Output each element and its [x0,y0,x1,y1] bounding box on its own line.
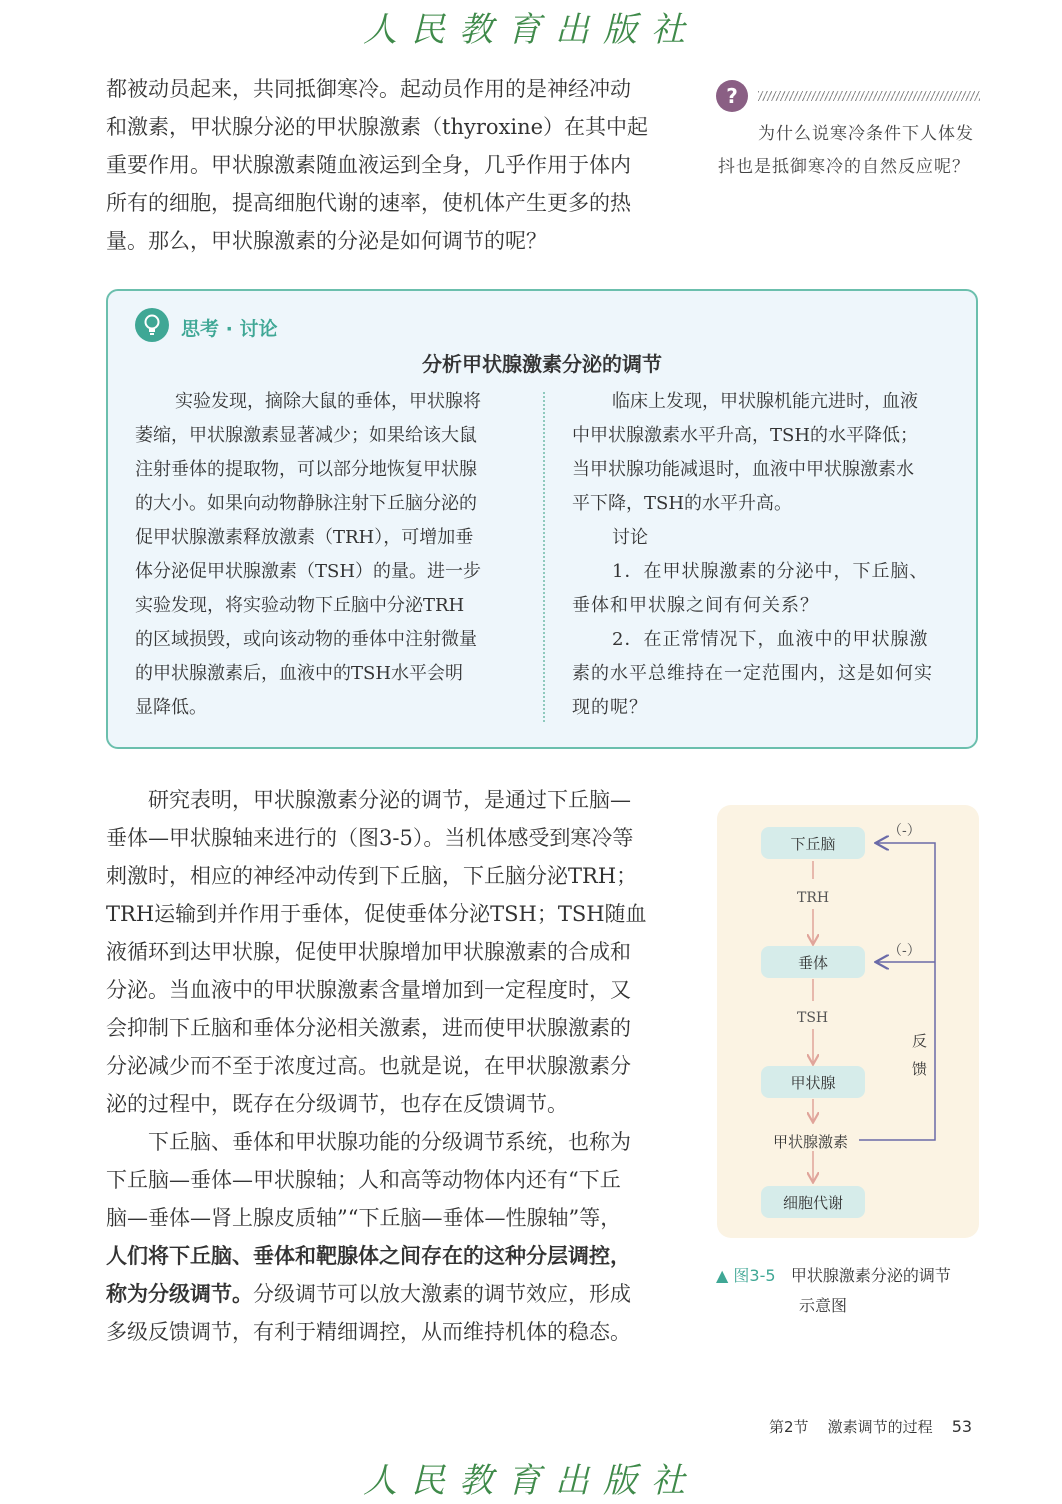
caption-text-cont: 示意图 [799,1296,848,1315]
intro-line: 量。那么，甲状腺激素的分泌是如何调节的呢？ [106,229,547,253]
think-label: 思考 · 讨论 [181,318,278,340]
body-line: 泌的过程中，既存在分级调节，也存在反馈调节。 [106,1092,568,1116]
body-bold-term: 称为分级调节。 [106,1281,253,1306]
think-left-column [135,385,517,725]
question-icon: ? [716,80,748,112]
body-line: 多级反馈调节，有利于精细调控，从而维持机体的稳态。 [106,1320,631,1344]
label-negative-1: （-） [888,823,921,839]
body-line: 刺激时，相应的神经冲动传到下丘脑，下丘脑分泌TRH； [106,864,638,888]
sidebar-line: 抖也是抵御寒冷的自然反应呢？ [718,157,970,177]
left-line: 注射垂体的提取物，可以部分地恢复甲状腺 [135,459,477,480]
left-line: 的甲状腺激素后，血液中的TSH水平会明 [135,663,464,684]
intro-line: 所有的细胞，提高细胞代谢的速率，使机体产生更多的热 [106,191,631,215]
body-line: 会抑制下丘脑和垂体分泌相关激素，进而使甲状腺激素的 [106,1016,631,1040]
node-hypothalamus: 下丘脑 [761,827,865,859]
question-1: 1．在甲状腺激素的分泌中，下丘脑、 [612,561,929,582]
discussion-heading: 讨论 [612,527,648,548]
question-2-end: 现的呢？ [572,697,648,718]
node-thyroid: 甲状腺 [761,1066,865,1098]
right-line: 临床上发现，甲状腺机能亢进时，血液 [612,391,918,412]
body-line: 垂体—甲状腺轴来进行的（图3-5）。当机体感受到寒冷等 [106,826,634,850]
body-line: 下丘脑—垂体—甲状腺轴；人和高等动物体内还有“下丘 [106,1168,621,1192]
figure-caption [716,1261,978,1321]
right-line: 当甲状腺功能减退时，血液中甲状腺激素水 [572,459,914,480]
sidebar-line: 为什么说寒冷条件下人体发 [758,124,974,144]
label-feedback-2: 馈 [912,1060,928,1078]
body-line: 研究表明，甲状腺激素分泌的调节，是通过下丘脑— [148,788,631,812]
caption-number: 图3-5 [733,1266,776,1285]
body-paragraphs [106,781,666,1351]
left-line: 显降低。 [135,697,207,718]
intro-paragraph [106,70,666,260]
node-pituitary: 垂体 [761,946,865,978]
publisher-logo: 人民教育出版社 [363,10,699,50]
intro-line: 和激素，甲状腺分泌的甲状腺激素（thyroxine）在其中起 [106,115,649,139]
left-line: 促甲状腺激素释放激素（TRH），可增加垂 [135,527,474,548]
page-number: 53 [951,1417,973,1436]
left-line: 实验发现，摘除大鼠的垂体，甲状腺将 [175,391,481,412]
right-line: 平下降，TSH的水平升高。 [572,493,793,514]
left-line: 的大小。如果向动物静脉注射下丘脑分泌的 [135,493,477,514]
body-line: TRH运输到并作用于垂体，促使垂体分泌TSH；TSH随血 [106,902,647,926]
right-line: 中甲状腺激素水平升高，TSH的水平降低； [572,425,919,446]
column-divider [543,392,545,722]
think-title: 分析甲状腺激素分泌的调节 [422,352,662,376]
feedback-line-top [859,843,935,1140]
question-1-cont: 垂体和甲状腺之间有何关系？ [572,595,819,616]
body-line: 分泌减少而不至于浓度过高。也就是说，在甲状腺激素分 [106,1054,631,1078]
footer [769,1416,972,1437]
footer-title: 激素调节的过程 [827,1418,933,1436]
footer-section: 第2节 [769,1418,809,1436]
caption-text: 甲状腺激素分泌的调节 [790,1266,951,1285]
body-line-rest: 分级调节可以放大激素的调节效应，形成 [253,1282,631,1306]
label-feedback-1: 反 [912,1032,928,1050]
node-hormone: 甲状腺激素 [773,1133,849,1151]
question-2-cont: 素的水平总维持在一定范围内，这是如何实 [572,663,933,684]
body-line: 下丘脑、垂体和甲状腺功能的分级调节系统，也称为 [148,1130,631,1154]
left-line: 体分泌促甲状腺激素（TSH）的量。进一步 [135,561,482,582]
body-line: 液循环到达甲状腺，促使甲状腺增加甲状腺激素的合成和 [106,940,631,964]
left-line: 萎缩，甲状腺激素显著减少；如果给该大鼠 [135,425,477,446]
left-line: 的区域损毁，或向该动物的垂体中注射微量 [135,629,477,650]
body-line-bold: 人们将下丘脑、垂体和靶腺体之间存在的这种分层调控， [106,1243,631,1268]
body-line: 分泌。当血液中的甲状腺激素含量增加到一定程度时，又 [106,978,631,1002]
think-right-column [572,385,954,725]
lightbulb-icon [135,308,169,342]
body-line-mixed [106,1275,666,1313]
node-metabolism: 细胞代谢 [761,1186,865,1218]
label-trh: TRH [797,890,830,906]
label-tsh: TSH [797,1010,829,1026]
publisher-logo-bottom: 人民教育出版社 [363,1461,699,1501]
intro-line: 都被动员起来，共同抵御寒冷。起动员作用的是神经冲动 [106,77,631,101]
sidebar-question [718,118,980,184]
sidebar-divider [758,91,980,101]
question-2: 2．在正常情况下，血液中的甲状腺激 [612,629,929,650]
body-line: 脑—垂体—肾上腺皮质轴”“下丘脑—垂体—性腺轴”等， [106,1206,622,1230]
label-negative-2: （-） [888,943,921,959]
caption-triangle-icon: ▲ [716,1266,729,1285]
diagram-arrows [717,805,979,1238]
left-line: 实验发现，将实验动物下丘脑中分泌TRH [135,595,465,616]
intro-line: 重要作用。甲状腺激素随血液运到全身，几乎作用于体内 [106,153,631,177]
